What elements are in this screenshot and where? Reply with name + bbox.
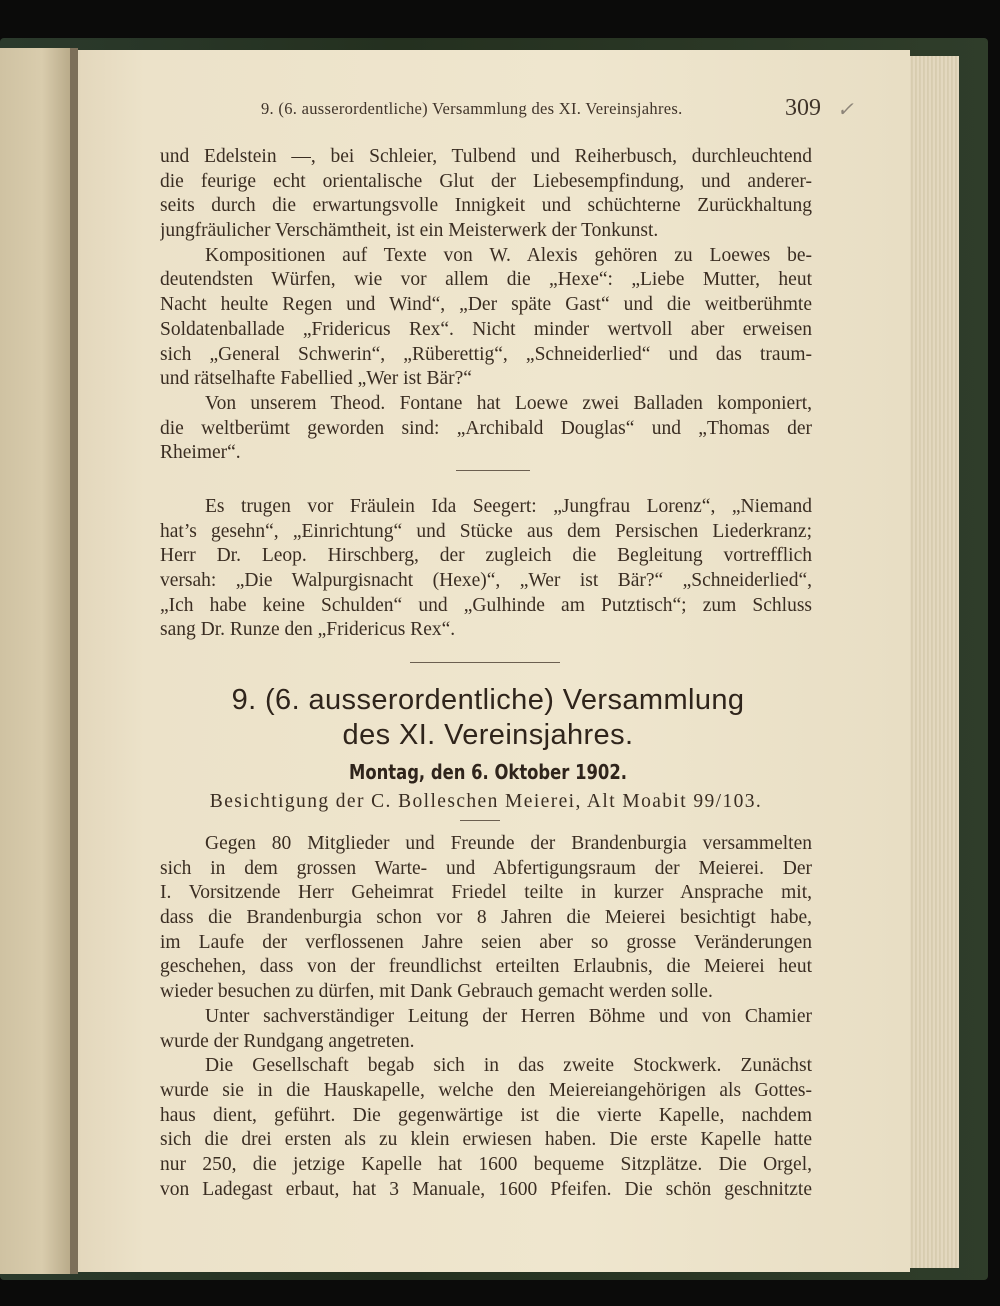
text-line: im Laufe der verflossenen Jahre seien aber so grosse Veränderungen	[160, 931, 812, 953]
pencil-check-mark: ✓	[837, 99, 854, 121]
left-page-edge	[0, 48, 70, 1274]
text-line: Herr Dr. Leop. Hirschberg, der zugleich die Begleitung vortrefflich	[160, 545, 812, 567]
text-line: sich in dem grossen Warte- und Abfertigungsraum der Meierei. Der	[160, 857, 812, 879]
text-line: versah: „Die Walpurgisnacht (Hexe)“, „Wer ist Bär?“ „Schneiderlied“,	[160, 570, 812, 592]
text-line: wurde der Rundgang angetreten.	[160, 1030, 415, 1052]
section-divider	[410, 662, 560, 663]
text-line: Es trugen vor Fräulein Ida Seegert: „Jungfrau Lorenz“, „Niemand	[205, 496, 812, 517]
running-head: 9. (6. ausserordentliche) Versammlung des XI. Vereinsjahres.	[261, 99, 683, 118]
text-line: haus dient, geführt. Die gegenwärtige ist die vierte Kapelle, nachdem	[160, 1104, 812, 1126]
text-line: geschehen, dass von der freundlichst erteilten Erlaubnis, die Meierei heut	[160, 956, 812, 978]
page-header	[78, 95, 910, 123]
text-line: „Ich habe keine Schulden“ und „Gulhinde am Putztisch“; zum Schluss	[160, 594, 812, 616]
section-divider	[460, 820, 500, 821]
page-number: 309	[785, 95, 821, 121]
text-line: sang Dr. Runze den „Fridericus Rex“.	[160, 619, 456, 641]
text-line: seits durch die erwartungsvolle Innigkeit und schüchterne Zurückhaltung	[160, 195, 812, 217]
text-line: Soldatenballade „Fridericus Rex“. Nicht minder wertvoll aber erweisen	[160, 318, 812, 340]
text-line: jungfräulicher Verschämtheit, ist ein Meisterwerk der Tonkunst.	[160, 220, 659, 242]
text-line: Gegen 80 Mitglieder und Freunde der Brandenburgia versammelten	[205, 833, 812, 854]
text-line: Kompositionen auf Texte von W. Alexis gehören zu Loewes be-	[205, 244, 812, 266]
section-divider	[456, 470, 530, 471]
text-line: die feurige echt orientalische Glut der Liebesempfindung, und anderer-	[160, 170, 812, 192]
text-block-top	[160, 145, 812, 466]
text-line: Nacht heulte Regen und Wind“, „Der späte Gast“ und die weitberühmte	[160, 294, 812, 316]
text-block-middle	[160, 495, 812, 643]
text-line: deutendsten Würfen, wie vor allem die „Hexe“: „Liebe Mutter, heut	[160, 269, 812, 291]
section-subtitle: Besichtigung der C. Bolleschen Meierei, Alt Moabit 99/103.	[209, 791, 763, 812]
text-line: und Edelstein —, bei Schleier, Tulbend und Reiherbusch, durchleuchtend	[160, 146, 812, 167]
section-date: Montag, den 6. Oktober 1902.	[349, 760, 627, 784]
book-page	[78, 50, 910, 1272]
text-line: nur 250, die jetzige Kapelle hat 1600 bequeme Sitzplätze. Die Orgel,	[160, 1153, 812, 1175]
text-line: Von unserem Theod. Fontane hat Loewe zwei Balladen komponiert,	[205, 392, 812, 414]
section-title-line1: 9. (6. ausserordentliche) Versammlung	[231, 684, 745, 716]
text-line: Unter sachverständiger Leitung der Herren Böhme und von Chamier	[205, 1005, 812, 1027]
text-line: Rheimer“.	[160, 442, 241, 464]
text-line: dass die Brandenburgia schon vor 8 Jahren die Meierei besichtigt habe,	[160, 907, 812, 929]
text-line: hat’s gesehn“, „Einrichtung“ und Stücke aus dem Persischen Liederkranz;	[160, 520, 812, 542]
text-line: wieder besuchen zu dürfen, mit Dank Gebrauch gemacht werden solle.	[160, 981, 713, 1003]
book-gutter	[70, 48, 78, 1274]
text-line: und rätselhafte Fabellied „Wer ist Bär?“	[160, 368, 472, 390]
text-block-bottom	[160, 832, 812, 1202]
text-line: wurde sie in die Hauskapelle, welche den Meiereiangehörigen als Gottes-	[160, 1079, 812, 1101]
text-line: sich „General Schwerin“, „Rüberettig“, „Schneiderlied“ und das traum-	[160, 343, 812, 365]
text-line: sich die drei ersten als zu klein erwiesen haben. Die erste Kapelle hatte	[160, 1129, 812, 1151]
text-line: I. Vorsitzende Herr Geheimrat Friedel teilte in kurzer Ansprache mit,	[160, 882, 812, 904]
text-line: Die Gesellschaft begab sich in das zweite Stockwerk. Zunächst	[205, 1055, 812, 1077]
section-title-line2: des XI. Vereinsjahres.	[342, 719, 634, 751]
text-line: von Ladegast erbaut, hat 3 Manuale, 1600 Pfeifen. Die schön geschnitzte	[160, 1178, 812, 1200]
text-line: die weltberümt geworden sind: „Archibald Douglas“ und „Thomas der	[160, 417, 812, 439]
